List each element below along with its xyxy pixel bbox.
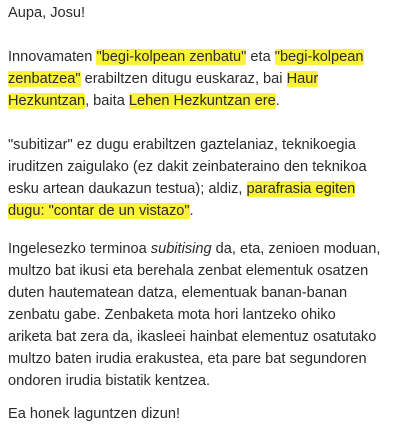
paragraph-line	[8, 260, 406, 282]
text-span: , baita	[85, 93, 129, 109]
paragraph-line	[8, 304, 406, 326]
text-span: duten hautematean datza, elementuak banan-banan	[8, 285, 348, 301]
text-span: multzo bat ikusi eta berehala zenbat elementuk osatzen	[8, 263, 369, 279]
paragraph-line	[8, 348, 406, 370]
text-span: ariketa bat zera da, ikasleei hainbat elementuz osatutako	[8, 329, 377, 345]
highlighted-text: Haur	[286, 71, 319, 87]
text-span: .	[275, 93, 280, 109]
text-span: Innovamaten	[8, 49, 97, 65]
text-span: .	[189, 203, 194, 219]
text-span: erabiltzen ditugu euskaraz, bai	[80, 71, 287, 87]
paragraph-english	[8, 238, 406, 392]
paragraph-line	[8, 326, 406, 348]
paragraph-line	[8, 134, 406, 156]
paragraph-line	[8, 68, 406, 90]
highlighted-text: zenbatzea"	[8, 71, 81, 87]
highlighted-text: parafrasia egiten	[246, 181, 356, 197]
highlighted-text: Lehen Hezkuntzan ere	[128, 93, 276, 109]
greeting	[8, 2, 406, 24]
text-span: esku artean daukazun testua); aldiz,	[8, 181, 247, 197]
paragraph-line	[8, 46, 406, 68]
text-span: zenbatu gabe. Zenbaketa mota hori lantzeko ohiko	[8, 307, 336, 323]
closing-text: Ea honek laguntzen dizun!	[8, 406, 181, 422]
highlighted-text: Hezkuntzan	[8, 93, 86, 109]
paragraph-spanish	[8, 134, 406, 222]
text-span: da, eta, zenioen moduan,	[211, 241, 381, 257]
paragraph-line	[8, 282, 406, 304]
text-span: Ingelesezko terminoa	[8, 241, 151, 257]
paragraph-line	[8, 156, 406, 178]
paragraph-line	[8, 238, 406, 260]
paragraph-line	[8, 200, 406, 222]
paragraph-terms	[8, 46, 406, 112]
paragraph-line	[8, 90, 406, 112]
highlighted-text: dugu: "contar de un vistazo"	[8, 203, 190, 219]
highlighted-text: "begi-kolpean zenbatu"	[96, 49, 247, 65]
greeting-text: Aupa, Josu!	[8, 5, 86, 21]
text-span: iruditzen zaigulako (ez dakit zeinbateraino den teknikoa	[8, 159, 367, 175]
closing	[8, 403, 406, 425]
greeting-line	[8, 2, 406, 24]
closing-line	[8, 403, 406, 425]
text-span: eta	[246, 49, 275, 65]
text-span: "subitizar" ez dugu erabiltzen gaztelaniaz, teknikoegia	[8, 137, 356, 153]
highlighted-text: "begi-kolpean	[274, 49, 364, 65]
paragraph-line	[8, 370, 406, 392]
text-span: ondoren irudia bistatik kentzea.	[8, 373, 211, 389]
text-span: multzo baten irudia erakustea, eta pare bat segundoren	[8, 351, 367, 367]
italic-term: subitising	[150, 241, 212, 257]
paragraph-line	[8, 178, 406, 200]
